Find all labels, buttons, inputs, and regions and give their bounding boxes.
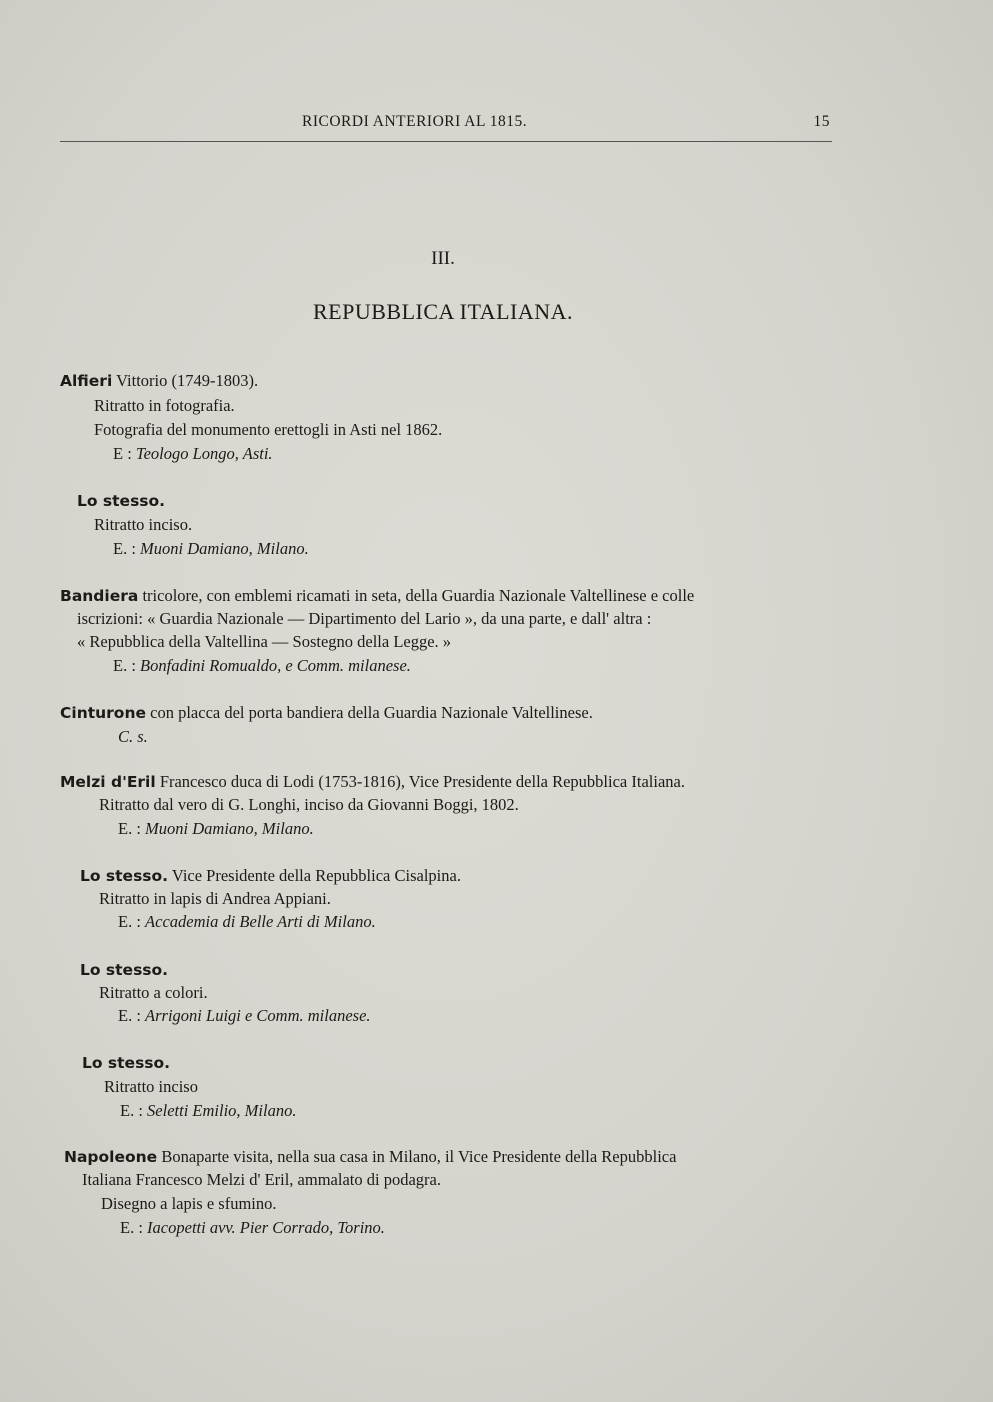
page-number: 15: [813, 113, 830, 130]
entry-lo-stesso-4-headword: [82, 1055, 170, 1072]
exhibitor-prefix: E. :: [118, 819, 141, 838]
entry-text: tricolore, con emblemi ricamati in seta, della Guardia Nazionale Valtellinese e colle: [142, 586, 695, 605]
exhibitor-name: Arrigoni Luigi e Comm. milanese.: [145, 1006, 371, 1025]
exhibitor-prefix: E. :: [118, 1006, 141, 1025]
entry-text: Vice Presidente della Repubblica Cisalpina.: [171, 866, 461, 885]
entry-bandiera-exhibitor: [113, 658, 411, 675]
entry-alfieri-line1: [60, 373, 258, 390]
entry-alfieri-exhibitor: [113, 446, 273, 463]
exhibitor-name: Bonfadini Romualdo, e Comm. milanese.: [140, 656, 411, 675]
running-title: RICORDI ANTERIORI AL 1815.: [302, 113, 528, 130]
entry-cinturone-line1: [60, 705, 593, 722]
entry-lo-stesso-1-exhibitor: [113, 541, 309, 558]
entry-lo-stesso-3-line2: Ritratto a colori.: [99, 983, 208, 1002]
exhibitor-prefix: E. :: [118, 912, 141, 931]
entry-napoleone-line2: Italiana Francesco Melzi d' Eril, ammalato di podagra.: [82, 1170, 441, 1189]
section-title: REPUBBLICA ITALIANA.: [312, 299, 573, 324]
entry-lo-stesso-4-line2: Ritratto inciso: [104, 1077, 198, 1096]
entry-lo-stesso-1-headword: [77, 493, 165, 510]
entry-headword: Melzi d'Eril: [60, 773, 156, 791]
entry-lo-stesso-3-exhibitor: [118, 1008, 371, 1025]
entry-text: Vittorio (1749-1803).: [116, 371, 259, 390]
entry-napoleone-line1: [64, 1149, 676, 1166]
entry-lo-stesso-4-exhibitor: [120, 1103, 296, 1120]
entry-lo-stesso-3-headword: [80, 962, 168, 979]
entry-headword: Lo stesso.: [82, 1054, 171, 1072]
entry-melzi-line1: [60, 774, 685, 791]
entry-headword: Cinturone: [60, 704, 147, 722]
entry-bandiera-line3: « Repubblica della Valtellina — Sostegno della Legge. »: [77, 632, 452, 651]
entry-lo-stesso-2-line1: [80, 868, 461, 885]
entry-melzi-exhibitor: [118, 821, 314, 838]
exhibitor-name: Seletti Emilio, Milano.: [147, 1101, 297, 1120]
exhibitor-prefix: E. :: [120, 1218, 143, 1237]
entry-napoleone-line3: Disegno a lapis e sfumino.: [101, 1194, 277, 1213]
entry-cinturone-exhibitor: C. s.: [118, 727, 148, 746]
header-rule: [60, 141, 832, 142]
entry-napoleone-exhibitor: [120, 1220, 385, 1237]
page-header: [60, 113, 832, 139]
entry-text: con placca del porta bandiera della Guardia Nazionale Valtellinese.: [150, 703, 593, 722]
entry-lo-stesso-2-exhibitor: [118, 914, 376, 931]
exhibitor-name: Iacopetti avv. Pier Corrado, Torino.: [147, 1218, 385, 1237]
entry-headword: Lo stesso.: [77, 492, 166, 510]
exhibitor-prefix: E :: [113, 444, 132, 463]
entry-text: Francesco duca di Lodi (1753-1816), Vice Presidente della Repubblica Italiana.: [159, 772, 685, 791]
exhibitor-name: Accademia di Belle Arti di Milano.: [145, 912, 376, 931]
entry-headword: Napoleone: [64, 1148, 158, 1166]
exhibitor-prefix: E. :: [113, 539, 136, 558]
section-number: III.: [431, 248, 455, 269]
entry-melzi-line2: Ritratto dal vero di G. Longhi, inciso da Giovanni Boggi, 1802.: [99, 795, 519, 814]
exhibitor-name: Muoni Damiano, Milano.: [145, 819, 314, 838]
entry-headword: Bandiera: [60, 587, 139, 605]
exhibitor-prefix: E. :: [120, 1101, 143, 1120]
entry-lo-stesso-1-line2: Ritratto inciso.: [94, 515, 193, 534]
entry-headword: Lo stesso.: [80, 961, 169, 979]
entry-headword: Lo stesso.: [80, 867, 169, 885]
entry-alfieri-line2: Ritratto in fotografia.: [94, 396, 235, 415]
entry-headword: Alfieri: [60, 372, 113, 390]
exhibitor-name: Teologo Longo, Asti.: [135, 444, 273, 463]
entry-bandiera-line1: [60, 588, 694, 605]
exhibitor-prefix: E. :: [113, 656, 136, 675]
entry-alfieri-line3: Fotografia del monumento erettogli in Asti nel 1862.: [94, 420, 443, 439]
entry-lo-stesso-2-line2: Ritratto in lapis di Andrea Appiani.: [99, 889, 331, 908]
entry-text: Bonaparte visita, nella sua casa in Milano, il Vice Presidente della Repubblica: [161, 1147, 677, 1166]
entry-bandiera-line2: iscrizioni: « Guardia Nazionale — Dipartimento del Lario », da una parte, e dall' altra :: [77, 609, 652, 628]
exhibitor-name: Muoni Damiano, Milano.: [140, 539, 309, 558]
